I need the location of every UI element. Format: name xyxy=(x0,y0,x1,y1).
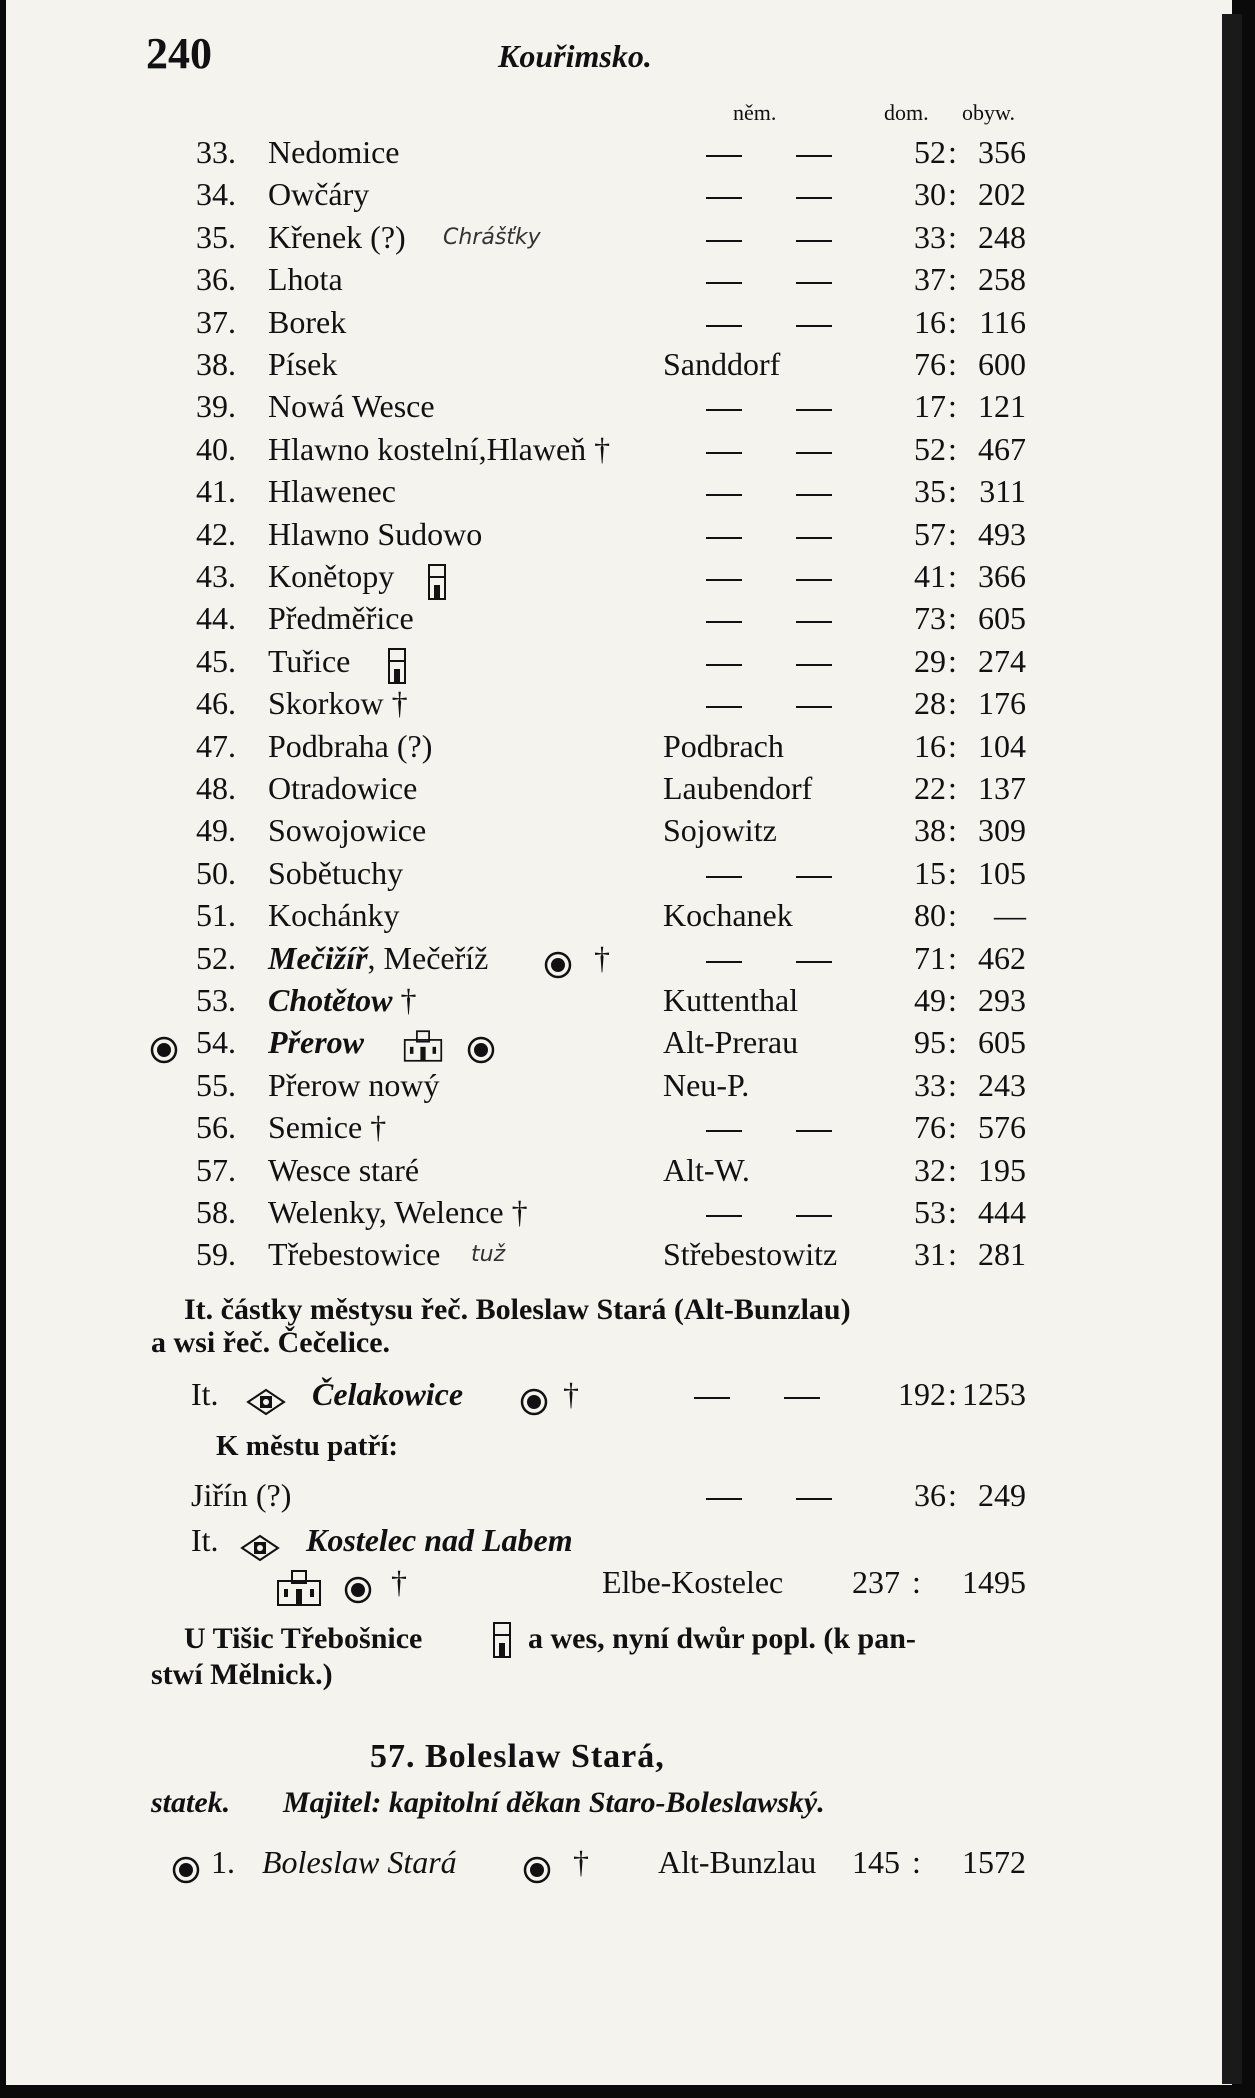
village-number: 39. xyxy=(196,388,236,425)
village-row xyxy=(6,770,1232,813)
boleslaw-row xyxy=(6,1844,1232,1887)
houses-count: 76 xyxy=(914,346,946,382)
church-icon xyxy=(466,1028,496,1065)
tower-icon xyxy=(386,645,408,686)
village-row xyxy=(6,1024,1232,1067)
village-number: 56. xyxy=(196,1109,236,1146)
inhabitants-count: 293 xyxy=(978,982,1026,1018)
village-row xyxy=(6,516,1232,559)
village-row xyxy=(6,1152,1232,1195)
german-name: Neu-P. xyxy=(663,1066,750,1103)
houses-count: 17 xyxy=(914,388,946,425)
dash xyxy=(706,494,742,496)
houses-count: 35 xyxy=(914,473,946,510)
colon: : xyxy=(948,430,957,467)
houses-count: 73 xyxy=(914,600,946,637)
colon: : xyxy=(912,1844,921,1880)
inhabitants-count: 137 xyxy=(978,770,1026,806)
village-number: 35. xyxy=(196,218,236,255)
castle-icon xyxy=(403,1024,443,1065)
colon: : xyxy=(948,515,957,552)
village-name: Kochánky xyxy=(268,897,400,934)
celakowice-name: Čelakowice xyxy=(312,1376,464,1412)
village-name: Semice † xyxy=(268,1109,387,1146)
column-header-german: něm. xyxy=(733,100,777,125)
village-row xyxy=(6,1067,1232,1110)
colon: : xyxy=(948,1024,957,1061)
inhabitants-count: 366 xyxy=(978,558,1026,594)
houses-count: 28 xyxy=(914,685,946,722)
inhabitants-count: 600 xyxy=(978,346,1026,382)
inhabitants-count: 258 xyxy=(978,261,1026,298)
boleslaw-houses: 145 xyxy=(852,1844,900,1880)
dash xyxy=(706,876,742,878)
tower-icon xyxy=(491,1621,513,1659)
houses-count: 16 xyxy=(914,303,946,340)
village-name xyxy=(268,982,416,1019)
village-number: 55. xyxy=(196,1066,236,1103)
book-page xyxy=(6,0,1232,2085)
colon: : xyxy=(948,303,957,340)
column-header-inhabitants: obyw. xyxy=(962,100,1015,125)
colon: : xyxy=(948,346,957,382)
kostelec-inhabitants: 1495 xyxy=(962,1564,1026,1600)
houses-count: 32 xyxy=(914,1151,946,1188)
colon: : xyxy=(948,218,957,255)
village-name: Skorkow † xyxy=(268,685,408,722)
colon: : xyxy=(948,1194,957,1230)
jirin-row xyxy=(6,1477,1232,1520)
inhabitants-count: 309 xyxy=(978,812,1026,849)
village-row xyxy=(6,346,1232,389)
village-row xyxy=(6,219,1232,262)
colon: : xyxy=(948,600,957,637)
german-name: Střebestowitz xyxy=(663,1236,838,1273)
houses-count: 29 xyxy=(914,642,946,679)
houses-count: 37 xyxy=(914,261,946,298)
dash xyxy=(706,621,742,623)
dash xyxy=(796,579,832,581)
village-row xyxy=(6,176,1232,219)
tower-icon xyxy=(426,560,448,601)
town-belongs-label: K městu patří: xyxy=(216,1430,399,1462)
village-number: 54. xyxy=(196,1024,236,1061)
colon: : xyxy=(948,642,957,679)
village-number: 49. xyxy=(196,812,236,849)
inhabitants-count: 274 xyxy=(978,642,1026,679)
village-name: Hlawno kostelní,Hlaweň † xyxy=(268,430,611,467)
inhabitants-count: 105 xyxy=(978,854,1026,891)
village-row xyxy=(6,431,1232,474)
village-row xyxy=(6,982,1232,1025)
village-row xyxy=(6,685,1232,728)
village-number: 34. xyxy=(196,176,236,213)
village-row xyxy=(6,1194,1232,1237)
page-title: Kouřimsko. xyxy=(498,38,652,74)
village-number: 50. xyxy=(196,854,236,891)
colon: : xyxy=(948,812,957,849)
colon: : xyxy=(948,770,957,806)
houses-count: 53 xyxy=(914,1194,946,1230)
dash xyxy=(694,1397,730,1399)
dash xyxy=(706,706,742,708)
german-name: Kochanek xyxy=(663,897,793,934)
tisic-note-b: a wes, nyní dwůr popl. (k pan- xyxy=(528,1622,916,1655)
village-number: 57. xyxy=(196,1151,236,1188)
jirin-houses: 36 xyxy=(914,1477,946,1513)
village-row xyxy=(6,1109,1232,1152)
dash xyxy=(706,240,742,242)
parish-cross: † xyxy=(391,1564,407,1600)
village-row xyxy=(6,134,1232,177)
colon: : xyxy=(948,473,957,510)
village-number: 51. xyxy=(196,897,236,934)
colon: : xyxy=(948,854,957,891)
dash xyxy=(706,325,742,327)
inhabitants-count: — xyxy=(994,897,1026,934)
parish-cross: † xyxy=(563,1376,579,1412)
german-name: Alt-W. xyxy=(663,1151,750,1188)
houses-count: 16 xyxy=(914,727,946,764)
celakowice-row xyxy=(6,1376,1232,1419)
village-name xyxy=(268,1024,364,1061)
village-name: Nedomice xyxy=(268,134,400,170)
village-row xyxy=(6,600,1232,643)
village-row xyxy=(6,940,1232,983)
village-name: Přerow nowý xyxy=(268,1066,440,1103)
village-name: Tuřice xyxy=(268,642,351,679)
village-row xyxy=(6,643,1232,686)
village-name: Hlawenec xyxy=(268,473,396,510)
jirin-inhabitants: 249 xyxy=(978,1477,1026,1513)
colon: : xyxy=(948,1151,957,1188)
celakowice-inhabitants: 1253 xyxy=(962,1376,1026,1412)
village-number: 53. xyxy=(196,982,236,1018)
village-name-italic: Mečižíř xyxy=(268,939,368,976)
village-number: 37. xyxy=(196,303,236,340)
village-name: Lhota xyxy=(268,261,343,298)
dash xyxy=(706,155,742,157)
village-row xyxy=(6,855,1232,898)
houses-count: 22 xyxy=(914,770,946,806)
dash xyxy=(796,325,832,327)
dash xyxy=(706,452,742,454)
village-number: 48. xyxy=(196,770,236,806)
kostelec-name: Kostelec nad Labem xyxy=(306,1522,573,1558)
boleslaw-number: 1. xyxy=(211,1844,235,1880)
dash xyxy=(706,537,742,539)
dash xyxy=(796,155,832,157)
handwritten-annotation: tuž xyxy=(471,1242,506,1268)
village-name: Předměřice xyxy=(268,600,414,637)
houses-count: 38 xyxy=(914,812,946,849)
dash xyxy=(706,1215,742,1217)
inhabitants-count: 195 xyxy=(978,1151,1026,1188)
houses-count: 71 xyxy=(914,939,946,976)
inhabitants-count: 121 xyxy=(978,388,1026,425)
houses-count: 33 xyxy=(914,218,946,255)
village-row xyxy=(6,261,1232,304)
village-number: 33. xyxy=(196,134,236,170)
dash xyxy=(796,197,832,199)
houses-count: 52 xyxy=(914,430,946,467)
colon: : xyxy=(948,134,957,170)
dash xyxy=(796,494,832,496)
dash xyxy=(706,409,742,411)
village-name-italic: Přerow xyxy=(268,1024,364,1061)
village-row xyxy=(6,897,1232,940)
celakowice-prefix: It. xyxy=(191,1376,219,1412)
village-row xyxy=(6,473,1232,516)
inhabitants-count: 605 xyxy=(978,600,1026,637)
boleslaw-inhabitants: 1572 xyxy=(962,1844,1026,1880)
dash xyxy=(796,706,832,708)
village-name: Borek xyxy=(268,303,347,340)
village-number: 40. xyxy=(196,430,236,467)
kostelec-data-row xyxy=(6,1564,1232,1607)
church-icon xyxy=(149,1028,179,1065)
houses-count: 57 xyxy=(914,515,946,552)
dash xyxy=(706,1498,742,1500)
village-name: Wesce staré xyxy=(268,1151,420,1188)
houses-count: 52 xyxy=(914,134,946,170)
village-number: 43. xyxy=(196,558,236,594)
german-name: Laubendorf xyxy=(663,770,813,806)
church-icon xyxy=(171,1848,201,1885)
inhabitants-count: 243 xyxy=(978,1066,1026,1103)
village-number: 59. xyxy=(196,1236,236,1273)
dash xyxy=(796,282,832,284)
village-number: 45. xyxy=(196,642,236,679)
houses-count: 31 xyxy=(914,1236,946,1273)
inhabitants-count: 202 xyxy=(978,176,1026,213)
column-header-houses: dom. xyxy=(884,100,929,125)
village-number: 52. xyxy=(196,939,236,976)
church-icon xyxy=(519,1380,549,1417)
village-number: 47. xyxy=(196,727,236,764)
german-name: Kuttenthal xyxy=(663,982,799,1018)
note-line-2: a wsi řeč. Čečelice. xyxy=(151,1326,391,1359)
houses-count: 95 xyxy=(914,1024,946,1061)
dash xyxy=(706,282,742,284)
inhabitants-count: 462 xyxy=(978,939,1026,976)
colon: : xyxy=(948,939,957,976)
village-row xyxy=(6,1236,1232,1279)
inhabitants-count: 311 xyxy=(979,473,1026,510)
inhabitants-count: 176 xyxy=(978,685,1026,722)
dash xyxy=(796,621,832,623)
colon: : xyxy=(948,1066,957,1103)
houses-count: 30 xyxy=(914,176,946,213)
inhabitants-count: 116 xyxy=(979,303,1026,340)
colon: : xyxy=(948,727,957,764)
colon: : xyxy=(912,1564,921,1600)
village-name: Křenek (?) xyxy=(268,218,406,255)
inhabitants-count: 467 xyxy=(978,430,1026,467)
dash xyxy=(796,240,832,242)
village-row xyxy=(6,388,1232,431)
village-name: Konětopy xyxy=(268,558,395,594)
colon: : xyxy=(948,897,957,934)
kostelec-row xyxy=(6,1522,1232,1565)
colon: : xyxy=(948,685,957,722)
colon: : xyxy=(948,261,957,298)
houses-count: 33 xyxy=(914,1066,946,1103)
dash xyxy=(796,664,832,666)
church-icon xyxy=(543,944,573,981)
dash xyxy=(796,961,832,963)
inhabitants-count: 281 xyxy=(978,1236,1026,1273)
inhabitants-count: 493 xyxy=(978,515,1026,552)
inhabitants-count: 444 xyxy=(978,1194,1026,1230)
section-subtitle-b: Majitel: kapitolní děkan Staro-Boleslawský. xyxy=(283,1786,825,1819)
inhabitants-count: 356 xyxy=(978,134,1026,170)
parish-cross: † xyxy=(573,1844,589,1880)
village-name: Otradowice xyxy=(268,770,418,806)
boleslaw-name: Boleslaw Stará xyxy=(262,1844,457,1880)
houses-count: 49 xyxy=(914,982,946,1018)
section-title: 57. Boleslaw Stará, xyxy=(370,1738,665,1775)
village-number: 46. xyxy=(196,685,236,722)
german-name: Sanddorf xyxy=(663,346,781,382)
houses-count: 80 xyxy=(914,897,946,934)
dash xyxy=(796,537,832,539)
village-row xyxy=(6,812,1232,855)
village-number: 42. xyxy=(196,515,236,552)
village-number: 58. xyxy=(196,1194,236,1230)
village-name: Sobětuchy xyxy=(268,854,404,891)
village-name-italic: Chotětow xyxy=(268,982,393,1018)
jirin-name: Jiřín (?) xyxy=(191,1477,292,1513)
dash xyxy=(706,197,742,199)
colon: : xyxy=(948,1477,957,1513)
town-emblem-icon xyxy=(238,1526,282,1564)
page-number: 240 xyxy=(146,29,212,78)
town-emblem-icon xyxy=(244,1380,288,1418)
colon: : xyxy=(948,558,957,594)
kostelec-german: Elbe-Kostelec xyxy=(602,1564,784,1600)
german-name: Podbrach xyxy=(663,727,784,764)
dash xyxy=(796,409,832,411)
village-name: Nowá Wesce xyxy=(268,388,435,425)
colon: : xyxy=(948,1376,957,1412)
village-name: Owčáry xyxy=(268,176,370,213)
village-number: 38. xyxy=(196,346,236,382)
note-line-1: It. částky městysu řeč. Boleslaw Stará (Alt-Bunzlau) xyxy=(184,1293,851,1326)
dash xyxy=(784,1397,820,1399)
colon: : xyxy=(948,176,957,213)
german-name: Alt-Prerau xyxy=(663,1024,799,1061)
inhabitants-count: 576 xyxy=(978,1109,1026,1146)
celakowice-houses: 192 xyxy=(898,1376,946,1412)
boleslaw-german: Alt-Bunzlau xyxy=(658,1844,817,1880)
inhabitants-count: 248 xyxy=(978,218,1026,255)
dash xyxy=(706,961,742,963)
village-number: 44. xyxy=(196,600,236,637)
village-name xyxy=(268,940,488,977)
inhabitants-count: 104 xyxy=(978,727,1026,764)
dash xyxy=(796,876,832,878)
dash xyxy=(706,1130,742,1132)
village-number: 36. xyxy=(196,261,236,298)
dash xyxy=(796,1215,832,1217)
houses-count: 15 xyxy=(914,854,946,891)
village-name: Třebestowice xyxy=(268,1236,441,1273)
parish-cross: † xyxy=(594,939,610,976)
village-row xyxy=(6,728,1232,771)
church-icon xyxy=(343,1568,373,1605)
village-name: Podbraha (?) xyxy=(268,727,433,764)
colon: : xyxy=(948,982,957,1018)
kostelec-prefix: It. xyxy=(191,1522,219,1558)
village-name: Sowojowice xyxy=(268,812,427,849)
village-name-rest: , Mečeříž xyxy=(367,939,489,976)
houses-count: 41 xyxy=(914,558,946,594)
colon: : xyxy=(948,388,957,425)
colon: : xyxy=(948,1109,957,1146)
book-spine xyxy=(1222,14,1242,2084)
tisic-note-a: U Tišic Třebošnice xyxy=(184,1622,423,1655)
section-subtitle-a: statek. xyxy=(151,1786,231,1819)
village-name: Hlawno Sudowo xyxy=(268,515,483,552)
castle-icon xyxy=(276,1566,322,1607)
dash xyxy=(706,579,742,581)
village-number: 41. xyxy=(196,473,236,510)
village-name: Písek xyxy=(268,346,338,382)
houses-count: 76 xyxy=(914,1109,946,1146)
dash xyxy=(796,1130,832,1132)
tisic-note-c: stwí Mělnick.) xyxy=(151,1658,333,1691)
dash xyxy=(796,1498,832,1500)
inhabitants-count: 605 xyxy=(978,1024,1026,1061)
church-icon xyxy=(522,1848,552,1885)
handwritten-annotation: Chrášťky xyxy=(443,224,541,250)
dash xyxy=(706,664,742,666)
german-name: Sojowitz xyxy=(663,812,777,849)
village-name-rest: † xyxy=(392,982,417,1018)
village-name: Welenky, Welence † xyxy=(268,1194,528,1230)
colon: : xyxy=(948,1236,957,1273)
kostelec-houses: 237 xyxy=(852,1564,900,1600)
dash xyxy=(796,452,832,454)
village-row xyxy=(6,304,1232,347)
village-row xyxy=(6,558,1232,601)
